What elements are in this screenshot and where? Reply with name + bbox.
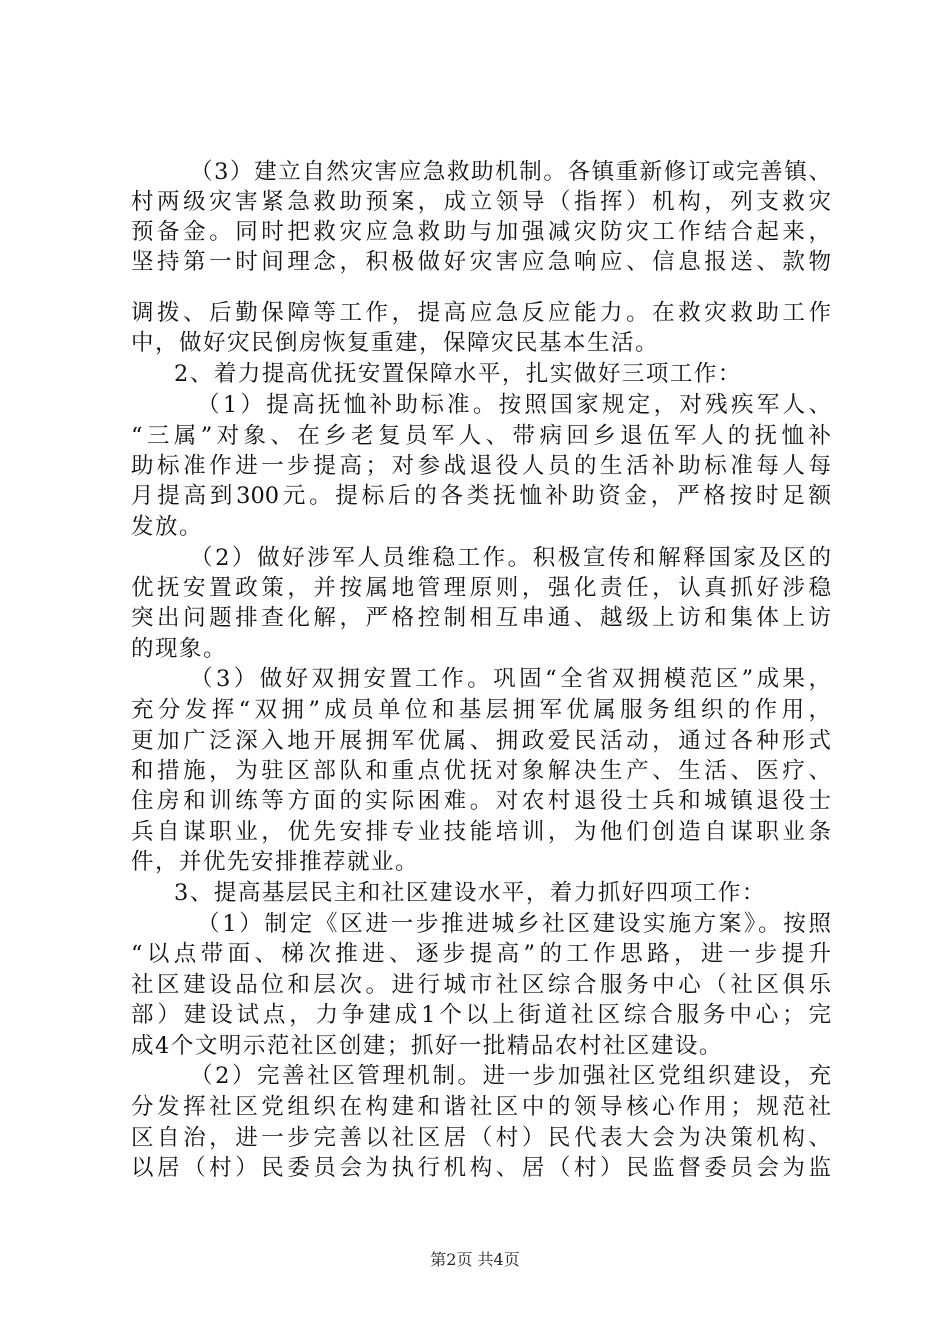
paragraph-line: （1）制定《区进一步推进城乡社区建设实施方案》。按照 — [197, 911, 831, 937]
paragraph-line: 以居（村）民委员会为执行机构、居（村）民监督委员会为监 — [131, 1155, 831, 1181]
paragraph-line: 住房和训练等方面的实际困难。对农村退役士兵和城镇退役士 — [131, 788, 831, 814]
paragraph-line: （3）建立自然灾害应急救助机制。各镇重新修订或完善镇、 — [190, 159, 831, 185]
section-heading: 3、提高基层民主和社区建设水平，着力抓好四项工作： — [174, 880, 766, 906]
page-number-footer: 第2页 共4页 — [430, 1250, 520, 1269]
paragraph-line: 兵自谋职业，优先安排专业技能培训，为他们创造自谋职业条 — [131, 819, 831, 845]
paragraph-line: 村两级灾害紧急救助预案，成立领导（指挥）机构，列支救灾 — [131, 189, 831, 215]
paragraph-line: 中，做好灾民倒房恢复重建，保障灾民基本生活。 — [131, 330, 660, 356]
paragraph-line: 发放。 — [131, 514, 204, 540]
paragraph-line: “以点带面、梯次推进、逐步提高”的工作思路，进一步提升 — [131, 941, 831, 967]
paragraph-line: 优抚安置政策，并按属地管理原则，强化责任，认真抓好涉稳 — [131, 575, 831, 601]
paragraph-line: 件，并优先安排推荐就业。 — [131, 849, 420, 875]
paragraph-line: （2）完善社区管理机制。进一步加强社区党组织建设，充 — [190, 1063, 831, 1089]
paragraph-line: 区自治，进一步完善以社区居（村）民代表大会为决策机构、 — [131, 1125, 831, 1151]
paragraph-line: 更加广泛深入地开展拥军优属、拥政爱民活动，通过各种形式 — [131, 728, 831, 754]
paragraph-line: 部）建设试点，力争建成1个以上街道社区综合服务中心；完 — [131, 1002, 831, 1028]
paragraph-line: 月提高到300元。提标后的各类抚恤补助资金，严格按时足额 — [131, 483, 831, 509]
paragraph-line: （2）做好涉军人员维稳工作。积极宣传和解释国家及区的 — [190, 545, 831, 571]
paragraph-line: 社区建设品位和层次。进行城市社区综合服务中心（社区俱乐 — [131, 972, 831, 998]
section-heading: 2、着力提高优抚安置保障水平，扎实做好三项工作： — [174, 361, 742, 387]
paragraph-line: 成4个文明示范社区创建；抓好一批精品农村社区建设。 — [131, 1033, 723, 1059]
paragraph-line: 和措施，为驻区部队和重点优抚对象解决生产、生活、医疗、 — [131, 758, 831, 784]
paragraph-line: 的现象。 — [131, 636, 228, 662]
paragraph-line: 调拨、后勤保障等工作，提高应急反应能力。在救灾救助工作 — [131, 300, 831, 326]
paragraph-line: 分发挥社区党组织在构建和谐社区中的领导核心作用；规范社 — [131, 1094, 831, 1120]
paragraph-line: （1）提高抚恤补助标准。按照国家规定，对残疾军人、 — [197, 392, 831, 418]
paragraph-line: 充分发挥“双拥”成员单位和基层拥军优属服务组织的作用， — [131, 697, 831, 723]
paragraph-line: 坚持第一时间理念，积极做好灾害应急响应、信息报送、款物 — [131, 249, 831, 275]
paragraph-line: （3）做好双拥安置工作。巩固“全省双拥模范区”成果， — [190, 666, 831, 692]
paragraph-line: 预备金。同时把救灾应急救助与加强减灾防灾工作结合起来， — [131, 219, 831, 245]
paragraph-line: 助标准作进一步提高；对参战退役人员的生活补助标准每人每 — [131, 453, 831, 479]
paragraph-line: 突出问题排查化解，严格控制相互串通、越级上访和集体上访 — [131, 605, 831, 631]
paragraph-line: “三属”对象、在乡老复员军人、带病回乡退伍军人的抚恤补 — [131, 423, 831, 449]
